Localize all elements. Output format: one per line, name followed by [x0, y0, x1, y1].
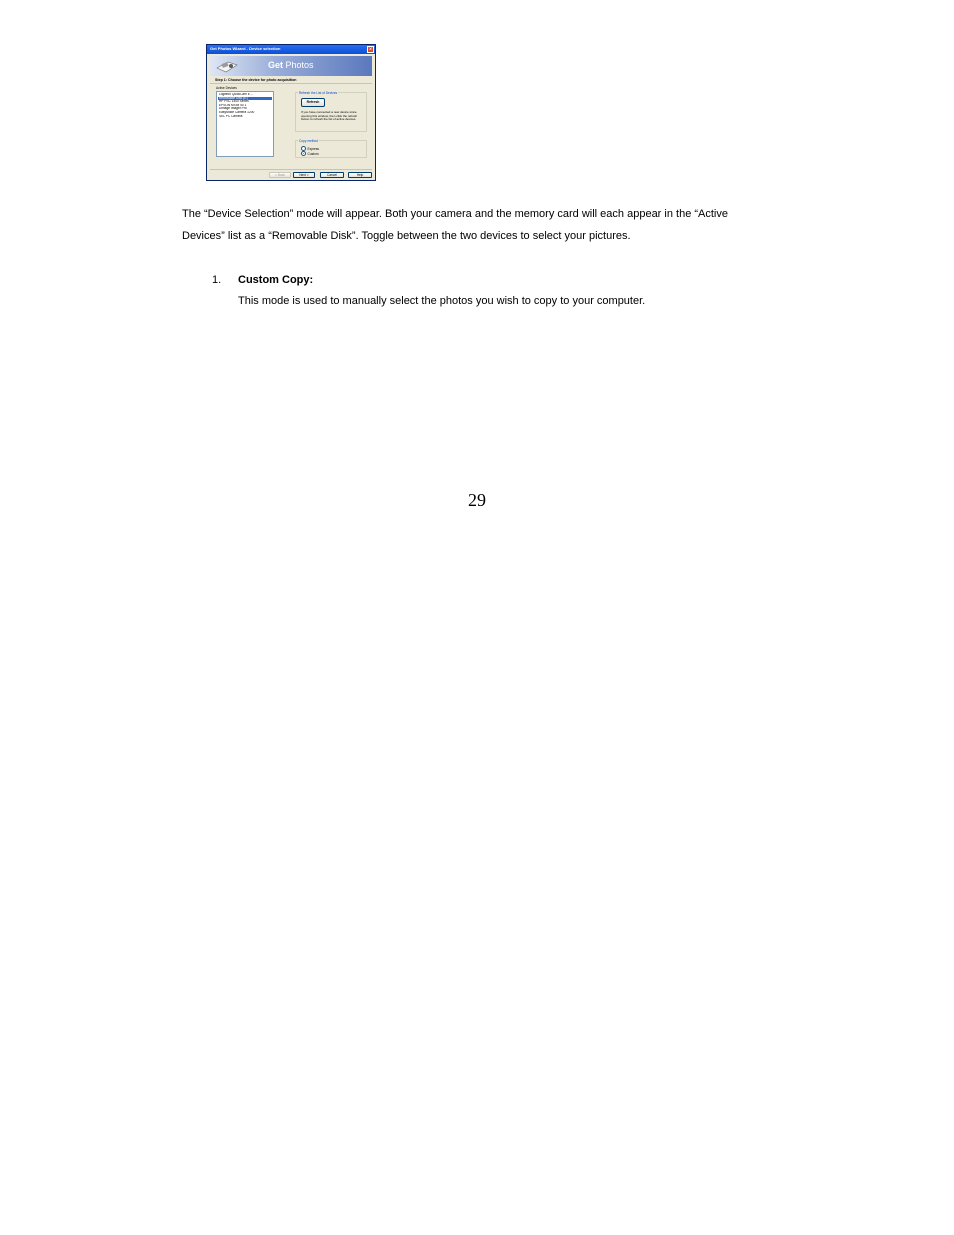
camera-icon	[216, 59, 238, 73]
active-devices-label: Active Devices	[216, 86, 237, 90]
copy-option-label: Custom	[307, 151, 319, 156]
refresh-help-text: If you have connected a new device since opening this window, then click the refresh button to refresh the list of active devices.	[301, 110, 358, 121]
device-list-item[interactable]: Logitech QuickCam E…	[219, 93, 254, 96]
close-icon[interactable]: ×	[368, 47, 373, 53]
intro-paragraph: The “Device Selection” mode will appear. Both your camera and the memory card will each appear in the “Active Devices” list as a “Removable Disk”. Toggle between the two devices to select your pictures.	[182, 208, 728, 242]
list-heading: Custom Copy:	[238, 274, 314, 286]
device-list-item[interactable]: Dimage Imager Pro	[219, 107, 247, 111]
list-number: 1.	[212, 274, 222, 286]
get-photos-wizard-screenshot	[206, 44, 376, 181]
refresh-button[interactable]: Refresh	[301, 98, 325, 107]
page-number: 29	[468, 490, 486, 510]
divider	[210, 83, 372, 84]
list-body: This mode is used to manually select the photos you wish to copy to your computer.	[238, 295, 646, 307]
device-list-item[interactable]: SEL PC Camera	[219, 114, 243, 118]
wizard-banner	[210, 56, 372, 76]
back-button[interactable]: < Back	[269, 172, 291, 178]
copy-option-custom[interactable]	[301, 151, 318, 156]
divider	[210, 169, 372, 170]
banner-title: Get Photos	[268, 60, 314, 70]
copy-method-group	[295, 140, 367, 158]
wizard-title: Get Photos Wizard - Device selection	[210, 46, 281, 51]
help-button[interactable]: Help	[348, 172, 372, 178]
active-devices-list[interactable]	[216, 91, 274, 157]
refresh-group	[295, 92, 367, 132]
device-list-item[interactable]: EasyMode Camera 1200	[219, 110, 255, 114]
refresh-group-label: Refresh the List of Devices	[299, 91, 338, 95]
wizard-titlebar	[207, 45, 375, 54]
device-list-item[interactable]: EPSON MX5x Sc 1	[219, 103, 247, 107]
cancel-button[interactable]: Cancel	[320, 172, 344, 178]
radio-button[interactable]	[301, 151, 306, 156]
next-button[interactable]: Next >	[293, 172, 315, 178]
device-list-item[interactable]: Removable Disk (E:)	[218, 97, 272, 101]
copy-option-label: Express	[307, 146, 320, 151]
copy-method-label: Copy method	[299, 139, 318, 143]
step-heading: Step 1: Choose the device for photo acquisition	[215, 78, 297, 82]
device-list-item[interactable]: HP PSC 1400 Series	[219, 100, 249, 104]
